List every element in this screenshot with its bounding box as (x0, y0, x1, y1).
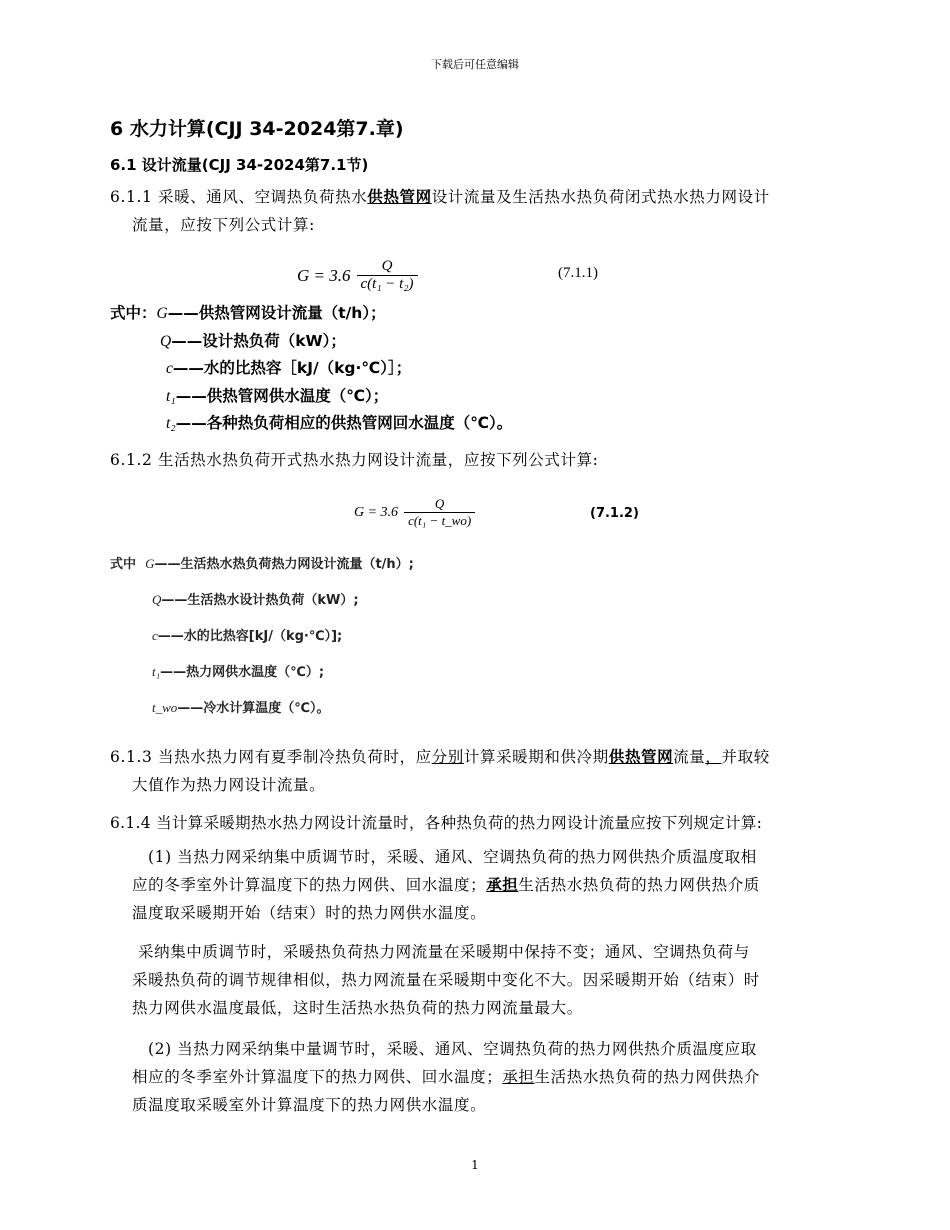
underlined-text: ， (705, 748, 722, 766)
item-2 (132, 1035, 867, 1119)
chapter-heading: 6 水力计算(CJJ 34-2024第7.章) (110, 118, 404, 140)
underlined-text: 分别 (431, 748, 464, 766)
symbol: Q (152, 592, 162, 607)
symbol: t₂ (166, 415, 176, 432)
formula-7-1-2-block (110, 496, 860, 736)
page-header-note: 下载后可任意编辑 (431, 58, 519, 71)
symbol-desc: ——水的比热容［kJ/（kg·℃）］； (172, 359, 412, 377)
clause-text: 计算采暖期和供冷期 (463, 748, 609, 766)
item-text: 生活热水热负荷的热力网供热介 (534, 1068, 760, 1086)
clause-text: 设计流量及生活热水热负荷闭式热水热力网设计 (431, 188, 770, 206)
section-heading: 6.1 设计流量(CJJ 34-2024第7.1节) (110, 156, 369, 174)
item-text: (1) 当热力网采纳集中质调节时，采暖、通风、空调热负荷的热力网供热介质温度取相 (148, 848, 757, 866)
clause-6-1-2: 6.1.2 生活热水热负荷开式热水热力网设计流量，应按下列公式计算: (110, 451, 599, 469)
symbol-desc: ——生活热水设计热负荷（kW）; (161, 593, 359, 608)
symbol: c (166, 360, 173, 377)
symbol-desc: ——供热管网设计流量（t/h）； (167, 304, 386, 322)
formula-lhs: G = 3.6 (354, 504, 399, 520)
explanatory-note (132, 938, 867, 1022)
clause-text: 流量 (673, 748, 706, 766)
symbol: t₁ (166, 387, 176, 405)
symbol-desc: ——各种热负荷相应的供热管网回水温度（℃）。 (175, 414, 513, 432)
item-text: 应的冬季室外计算温度下的热力网供、回水温度； (132, 876, 487, 894)
symbol-desc: ——生活热水热负荷热力网设计流量（t/h）; (154, 557, 414, 572)
formula-numerator: Q (434, 496, 445, 511)
item-1 (132, 843, 867, 927)
note-text: 采暖热负荷的调节规律相似，热力网流量在采暖期中变化不大。因采暖期开始（结束）时 (132, 971, 760, 989)
term-underlined: 供热管网 (367, 187, 432, 206)
symbol: Q (160, 332, 172, 350)
note-text: 热力网供水温度最低，这时生活热水热负荷的热力网流量最大。 (132, 999, 583, 1017)
symbol: t_wo (152, 700, 178, 715)
clause-text: 并取较 (721, 748, 770, 766)
symbol-desc: ——热力网供水温度（℃）; (160, 665, 325, 680)
where-lead: 式中 (110, 557, 137, 572)
symbol-desc: ——设计热负荷（kW）； (171, 331, 346, 350)
formula-fraction (357, 258, 418, 293)
symbol-desc: ——水的比热容[kJ/（kg·℃）]; (157, 629, 343, 644)
formula-numerator: Q (381, 258, 393, 274)
formula-fraction (404, 496, 475, 529)
clause-text: 6.1.3 当热水热力网有夏季制冷热负荷时，应 (110, 748, 432, 766)
equation-number: (7.1.1) (558, 265, 598, 281)
formula-denominator: c(t₁ − t_wo) (404, 512, 475, 529)
note-text: 采纳集中质调节时，采暖热负荷热力网流量在采暖期中保持不变；通风、空调热负荷与 (138, 943, 750, 961)
clause-6-1-1 (110, 183, 865, 239)
formula-lhs: G = 3.6 (297, 265, 351, 285)
page-number: 1 (471, 1158, 479, 1172)
symbol: c (152, 628, 158, 643)
symbol: G (156, 305, 168, 322)
symbol-desc: ——冷水计算温度（℃）。 (177, 701, 330, 716)
clause-text: 大值作为热力网设计流量。 (132, 776, 326, 794)
where-lead: 式中： (110, 304, 157, 322)
item-text: 质温度取采暖室外计算温度下的热力网供水温度。 (132, 1096, 487, 1114)
item-text: 温度取采暖期开始（结束）时的热力网供水温度。 (132, 904, 487, 922)
formula-7-1-1 (297, 258, 418, 293)
formula-7-1-2 (354, 496, 475, 529)
formula-denominator: c(t₁ − t₂) (357, 275, 418, 293)
symbol: G (145, 556, 155, 571)
clause-6-1-3 (110, 743, 865, 799)
equation-number: (7.1.2) (590, 506, 639, 521)
where-list-1 (110, 300, 512, 438)
clause-text: 流量，应按下列公式计算: (132, 216, 315, 234)
item-text: 相应的冬季室外计算温度下的热力网供、回水温度； (132, 1068, 503, 1086)
clause-text: 6.1.1 采暖、通风、空调热负荷热水 (110, 188, 368, 206)
symbol: t₁ (152, 664, 161, 679)
where-list-2 (110, 546, 414, 726)
clause-6-1-4: 6.1.4 当计算采暖期热水热力网设计流量时，各种热负荷的热力网设计流量应按下列规定计算: (110, 814, 763, 832)
underlined-text: 承担 (502, 1068, 535, 1086)
underlined-text: 承担 (486, 875, 519, 894)
symbol-desc: ——供热管网供水温度（℃）； (175, 386, 389, 405)
item-text: (2) 当热力网采纳集中量调节时，采暖、通风、空调热负荷的热力网供热介质温度应取 (148, 1040, 757, 1058)
item-text: 生活热水热负荷的热力网供热介质 (518, 876, 760, 894)
term-underlined: 供热管网 (608, 747, 674, 766)
